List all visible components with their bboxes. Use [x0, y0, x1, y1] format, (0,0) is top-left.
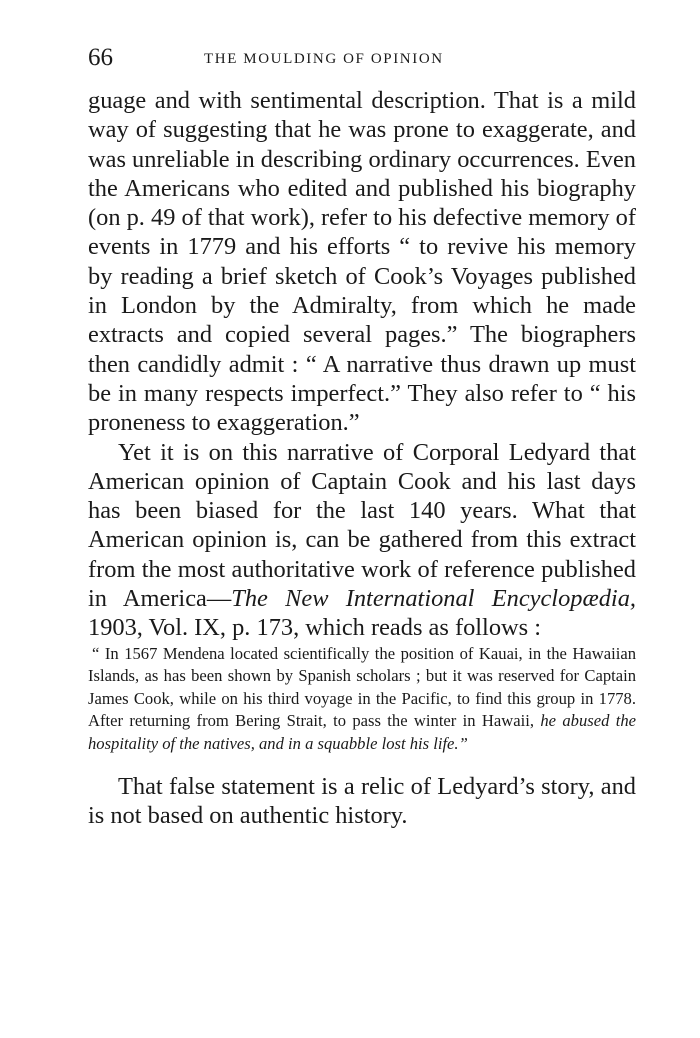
quote-italic: he abused the hospitality of the natives, and in a squabble lost his life. — [88, 711, 636, 754]
paragraph-2 — [88, 438, 636, 643]
quote-start: “ In 1567 Mendena located scientifically the position of Kauai, in the Hawaiian Islands, as has been shown by Spanish scholars ; but it was reserved for Captain James Cook, while on his third voyage in the Pacific, to find this group in 1778. After returning from Bering Strait, to pass the winter in Hawaii, — [88, 643, 636, 731]
paragraph-3: That false statement is a relic of Ledyard’s story, and is not based on authentic history. — [88, 772, 636, 829]
block-quote — [88, 643, 636, 756]
page-header — [88, 40, 636, 76]
body-text — [88, 86, 636, 830]
running-title: THE MOULDING OF OPINION — [204, 51, 444, 67]
quote-end: ” — [458, 734, 468, 754]
paragraph-1: guage and with sentimental description. That is a mild way of suggesting that he was prone to exaggerate, and was unreliable in describing ordinary occurrences. Even the Americans who edited and published his biography (on p. 49 of that work), refer to his defective memory of events in 1779 and his efforts “ to revive his memory by reading a brief sketch of Cook’s Voyages published in London by the Admiralty, from which he made extracts and copied several pages.” The biographers then candidly admit : “ A narrative thus drawn up must be in many respects imperfect.” They also refer to “ his proneness to exaggeration.” — [88, 87, 636, 437]
encyclopedia-title: The New International Encyclopædia, — [231, 585, 636, 613]
paragraph-2-end: 1903, Vol. IX, p. 173, which reads as follows : — [88, 614, 541, 642]
paragraph-2-start: Yet it is on this narrative of Corporal Ledyard that American opinion of Captain Cook and his last days has been biased for the last 140 years. What that American opinion is, can be gathered from this extract from the most authoritative work of reference published in America— — [88, 438, 636, 613]
page-number: 66 — [88, 44, 113, 71]
